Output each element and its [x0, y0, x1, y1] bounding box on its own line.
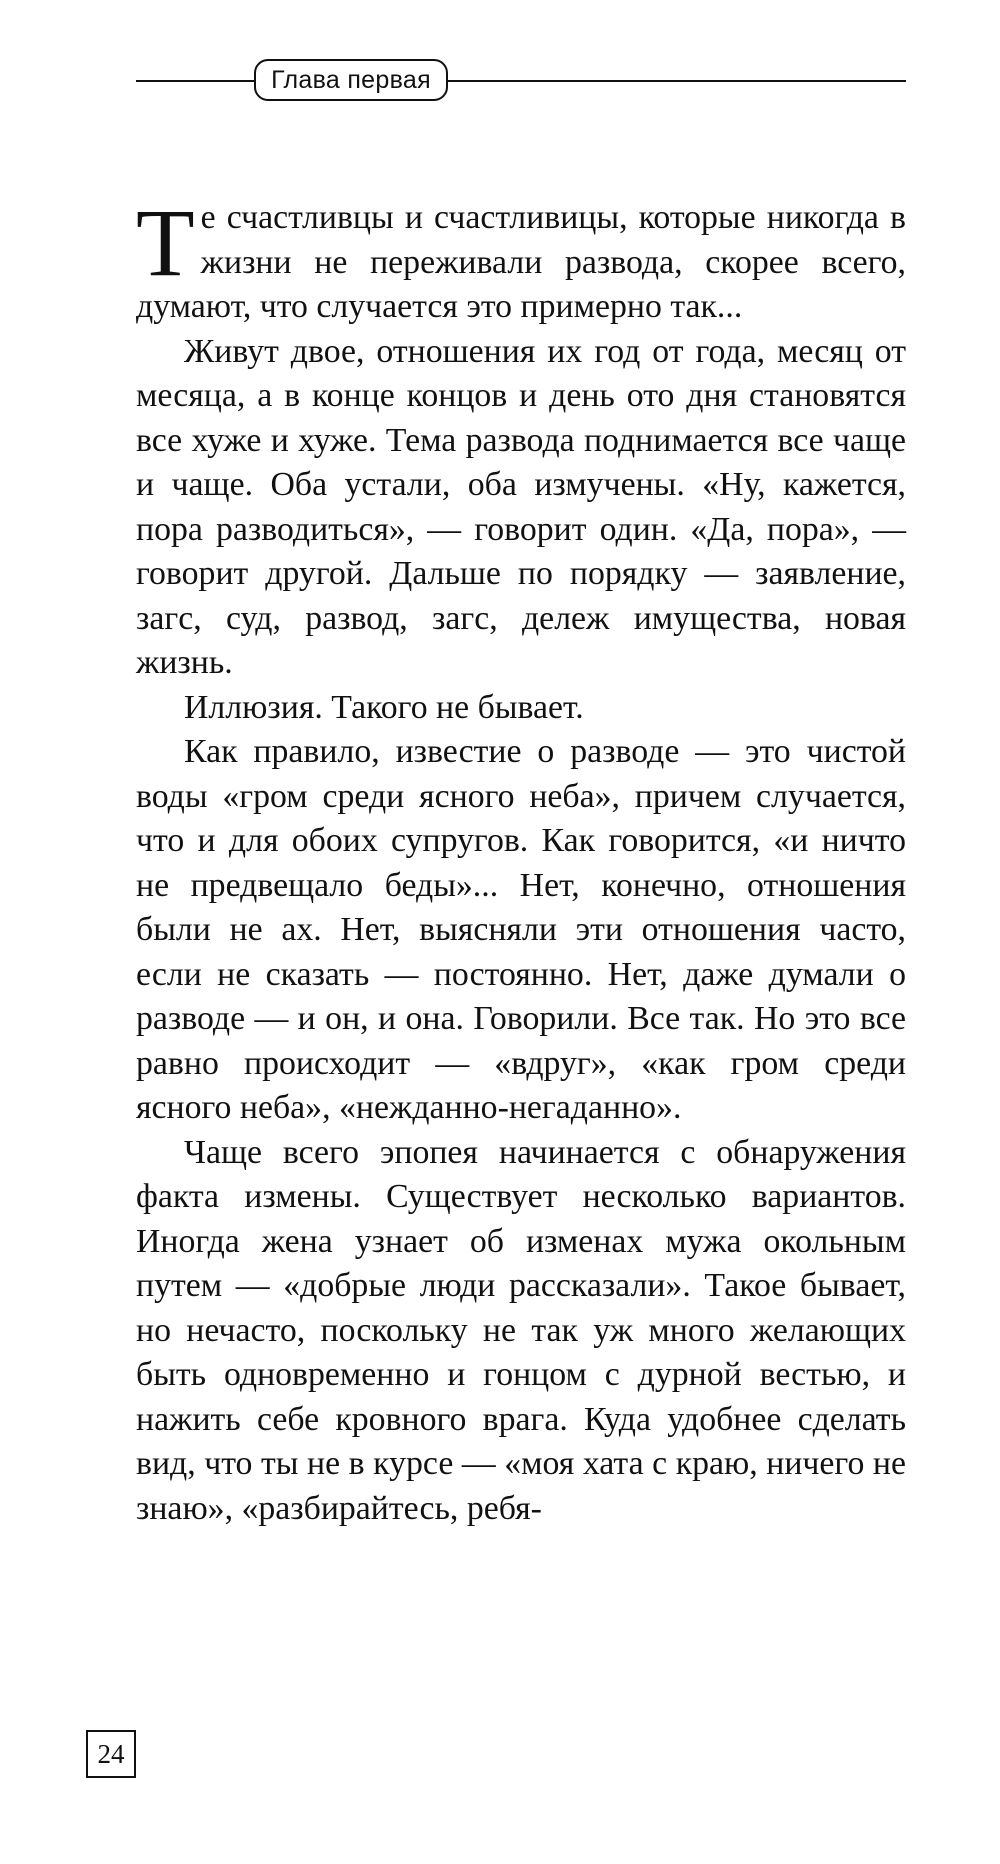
paragraph-3: Иллюзия. Такого не бывает.	[184, 688, 584, 726]
paragraph-1	[136, 189, 906, 330]
header-rule-right	[448, 80, 906, 82]
header-rule-left	[136, 80, 254, 82]
paragraph-2: Живут двое, отношения их год от года, месяц от месяца, а в конце концов и день ото дня становятся все хуже и хуже. Тема развода поднимается все чаще и чаще. Оба устали, оба измучены. «Ну, кажется, пора разводиться», — говорит один. «Да, пора», — говорит другой. Дальше по порядку — заявление, загс, суд, развод, загс, дележ имущества, новая жизнь.	[136, 332, 906, 681]
chapter-label: Глава первая	[254, 59, 448, 101]
paragraph-1-text: е счастливцы и счастливицы, которые никогда в жизни не переживали развода, скорее всего, думают, что случается это примерно так...	[136, 199, 906, 325]
drop-cap: Т	[136, 189, 195, 296]
running-header	[136, 59, 906, 103]
body-text	[136, 189, 906, 1531]
paragraph-5: Чаще всего эпопея начинается с обнаружения факта измены. Существует несколько вариантов. Иногда жена узнает об изменах мужа окольным путем — «добрые люди рассказали». Такое бывает, но нечасто, поскольку не так уж много желающих быть одновременно и гонцом с дурной вестью, и нажить себе кровного врага. Куда удобнее сделать вид, что ты не в курсе — «моя хата с краю, ничего не знаю», «разбирайтесь, ребя-	[136, 1133, 906, 1527]
paragraph-4: Как правило, известие о разводе — это чистой воды «гром среди ясного неба», причем случается, что и для обоих супругов. Как говорится, «и ничто не предвещало беды»... Нет, конечно, отношения были не ах. Нет, выясняли эти отношения часто, если не сказать — постоянно. Нет, даже думали о разводе — и он, и она. Говорили. Все так. Но это все равно происходит — «вдруг», «как гром среди ясного неба», «нежданно-негаданно».	[136, 733, 906, 1126]
page-number: 24	[86, 1730, 136, 1778]
